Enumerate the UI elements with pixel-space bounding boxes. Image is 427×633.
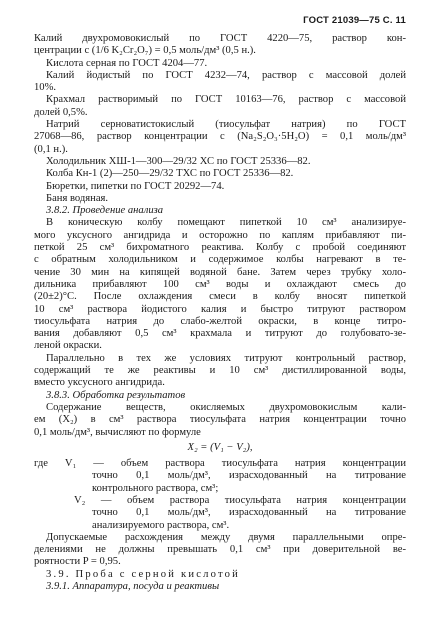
text-line: долей 0,5%. <box>34 106 88 118</box>
definition-line: V₂ — объем раствора тиосульфата натрия концентрации <box>74 494 406 506</box>
text-line: тиосульфата натрия до слабо-желтой окраски, в конце титро- <box>34 315 406 327</box>
text-line: Натрий серноватистокислый (тиосульфат натрия) по ГОСТ <box>46 119 406 131</box>
text-line: Баня водяная. <box>46 192 109 204</box>
definition-line: точно 0,1 моль/дм³, израсходованный на титрование <box>92 470 406 482</box>
text-line: роятности P = 0,95. <box>34 556 121 568</box>
text-line: Параллельно в тех же условиях титруют контрольный раствор, <box>46 352 406 364</box>
text-line: В коническую колбу помещают пипеткой 10 см³ анализируе- <box>46 217 406 229</box>
text-line: (20±2)°С. После охлаждения смеси в колбу вносят пипеткой <box>34 291 406 303</box>
text-line: центрации с (1/6 K₂Cr₂O₇) = 0,5 моль/дм³ (0,5 н.). <box>34 45 256 57</box>
text-line: 10 см³ раствора йодистого калия и быстро титруют раствором <box>34 303 406 315</box>
text-line: леной окраски. <box>34 340 102 352</box>
text-line: делениями не должны превышать 0,1 см³ при доверительной ве- <box>34 544 406 556</box>
text-line: Холодильник ХШ-1—300—29/32 ХС по ГОСТ 25336—82. <box>46 155 311 167</box>
definition-line: точно 0,1 моль/дм³, израсходованный на титрование <box>92 507 406 519</box>
text-line: 10%. <box>34 82 57 94</box>
text-line: содержащий те же реактивы и 10 см³ дистиллированной воды, <box>34 365 406 377</box>
text-line: Бюретки, пипетки по ГОСТ 20292—74. <box>46 180 225 192</box>
text-line: Допускаемые расхождения между двумя параллельными опре- <box>46 531 406 543</box>
section-heading: 3.8.2. Проведение анализа <box>46 205 164 217</box>
text-line: Колба Кн-1 (2)—250—29/32 ТХС по ГОСТ 25336—82. <box>46 168 294 180</box>
text-line: 27068—86, раствор концентрации с (Na₂S₂O₃·5H₂O) = 0,1 моль/дм³ <box>34 131 406 143</box>
page-header: ГОСТ 21039—75 С. 11 <box>303 15 406 26</box>
text-line: Калий двухромовокислый по ГОСТ 4220—75, раствор кон- <box>34 33 406 44</box>
text-line: Содержание веществ, окисляемых двухромовокислым кали- <box>46 401 406 413</box>
text-line: 0,1 моль/дм³, вычисляют по формуле <box>34 426 201 438</box>
text-line: (0,1 н.). <box>34 143 68 155</box>
text-line: мого уксусного ангидрида и осторожно по каплям прибавляют пи- <box>34 229 406 241</box>
text-line: Крахмал растворимый по ГОСТ 10163—76, раствор с массовой <box>46 94 406 106</box>
text-line: ем (X₂) в см³ раствора тиосульфата натрия концентрации точно <box>34 414 406 426</box>
section-heading: 3.9. Проба с серной кислотой <box>46 568 241 580</box>
section-heading: 3.9.1. Аппаратура, посуда и реактивы <box>46 581 220 593</box>
text-line: вместо уксусного ангидрида. <box>34 377 165 389</box>
document-body <box>34 33 406 593</box>
section-heading: 3.8.3. Обработка результатов <box>46 389 186 401</box>
text-line: вания добавляют 0,5 см³ крахмала и титруют до голубовато-зе- <box>34 328 406 340</box>
text-line: чение 30 мин на кипящей водяной бане. Затем через трубку холо- <box>34 266 406 278</box>
text-line: с обратным холодильником и содержимое колбы нагревают в те- <box>34 254 406 266</box>
text-line: петкой 25 см³ бихроматного реактива. Колбу с пробой соединяют <box>34 242 406 254</box>
definition-line: где V₁ — объем раствора тиосульфата натрия концентрации <box>34 458 406 470</box>
formula: X₂ = (V₁ − V₂), <box>187 441 253 453</box>
text-line: дильника прибавляют 100 см³ воды и охлаждают смесь до <box>34 278 406 290</box>
text-line: Кислота серная по ГОСТ 4204—77. <box>46 57 208 69</box>
definition-line: контрольного раствора, см³; <box>92 482 219 494</box>
definition-line: анализируемого раствора, см³. <box>92 519 230 531</box>
text-line: Калий йодистый по ГОСТ 4232—74, раствор с массовой долей <box>46 69 406 81</box>
